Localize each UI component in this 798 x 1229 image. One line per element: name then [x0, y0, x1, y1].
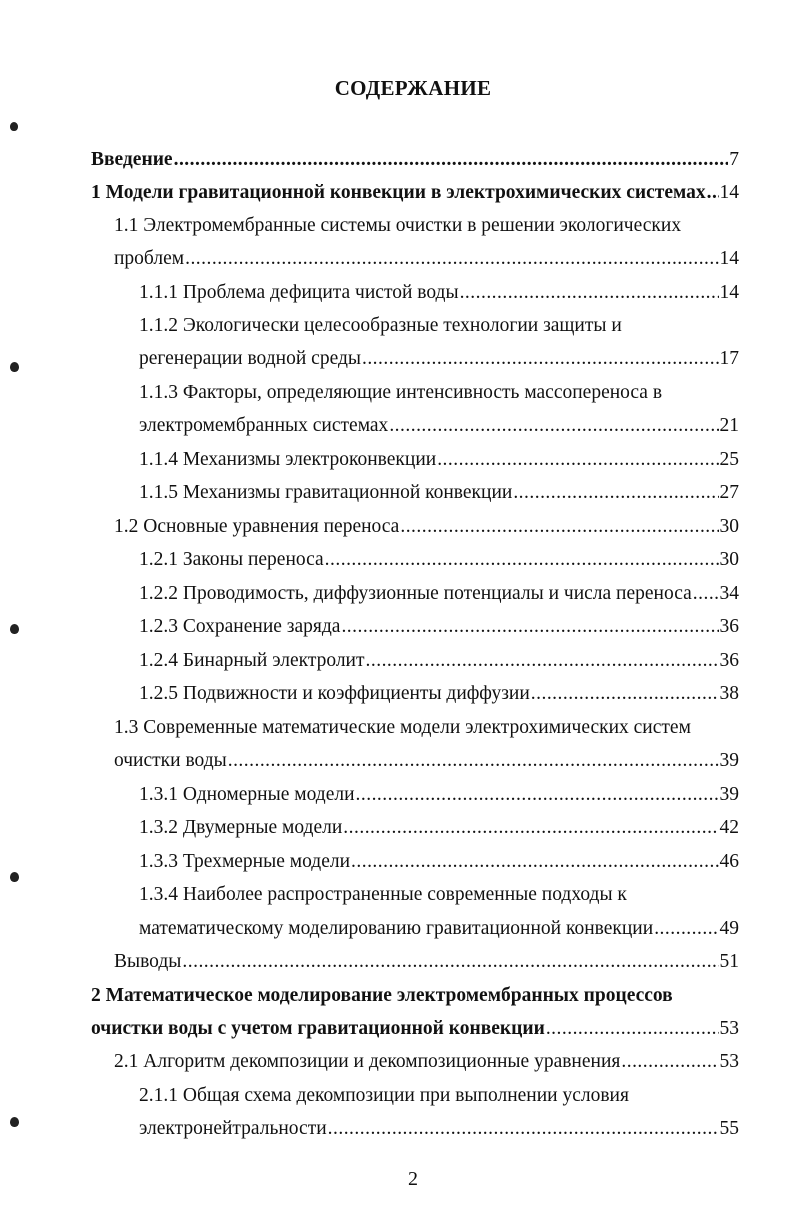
toc-entry-page: 7: [729, 149, 739, 170]
toc-entry-text: 1.1.5 Механизмы гравитационной конвекции: [139, 482, 513, 503]
binding-hole-mark: [10, 624, 19, 634]
toc-entry-1-1-4: [139, 444, 739, 476]
toc-entry-1-3-line1: [114, 712, 691, 744]
dot-leader: [693, 578, 719, 610]
dot-leader: [621, 1046, 718, 1078]
toc-entry-1-3-3: [139, 846, 739, 878]
toc-entry-introduction: [91, 144, 739, 176]
dot-leader: [400, 511, 718, 543]
toc-entry-2-1-1-line1: [139, 1080, 629, 1112]
toc-entry-text: 1.1.4 Механизмы электроконвекции: [139, 449, 437, 470]
toc-entry-page: 25: [719, 449, 739, 470]
page-number: 2: [408, 1168, 418, 1190]
toc-entry-1-1-3-line2: [139, 410, 739, 442]
toc-entry-text: 1.1.3 Факторы, определяющие интенсивность массопереноса в: [139, 382, 663, 403]
toc-entry-text: 2 Математическое моделирование электромембранных процессов: [91, 985, 673, 1006]
toc-entry-conclusions: [114, 946, 739, 978]
page-title: СОДЕРЖАНИЕ: [334, 76, 492, 100]
toc-entry-text: 1.1 Электромембранные системы очистки в решении экологических: [114, 215, 682, 236]
toc-entry-1-3-4-line1: [139, 879, 627, 911]
toc-entry-page: 30: [719, 549, 739, 570]
toc-entry-page: 39: [719, 750, 739, 771]
toc-entry-page: 39: [719, 784, 739, 805]
toc-entry-page: 36: [719, 650, 739, 671]
toc-entry-page: 21: [719, 415, 739, 436]
toc-entry-text: 1.2.3 Сохранение заряда: [139, 616, 341, 637]
dot-leader: [437, 444, 718, 476]
dot-leader: [228, 745, 719, 777]
toc-entry-text: 1.3.3 Трехмерные модели: [139, 851, 351, 872]
toc-entry-text: 1.1.2 Экологически целесообразные технологии защиты и: [139, 315, 622, 336]
dot-leader: [654, 913, 718, 945]
toc-entry-text: Выводы: [114, 951, 182, 972]
toc-entry-text: регенерации водной среды: [139, 348, 361, 369]
toc-entry-2-1-1-line2: [139, 1113, 739, 1145]
toc-entry-1-1-line2: [114, 243, 739, 275]
dot-leader: [185, 243, 718, 275]
dot-leader: [182, 946, 718, 978]
toc-entry-page: 30: [719, 516, 739, 537]
toc-entry-text: 2.1 Алгоритм декомпозиции и декомпозиционные уравнения: [114, 1051, 621, 1072]
dot-leader: [351, 846, 718, 878]
toc-entry-text: Введение: [91, 149, 173, 170]
dot-leader: [362, 343, 719, 375]
dot-leader: [389, 410, 718, 442]
toc-entry-text: 1.3.2 Двумерные модели: [139, 817, 343, 838]
toc-entry-chapter-2-line1: [91, 980, 673, 1012]
toc-entry-1-1-3-line1: [139, 377, 662, 409]
toc-entry-1-3-1: [139, 779, 739, 811]
toc-entry-page: 55: [719, 1118, 739, 1139]
toc-entry-1-3-2: [139, 812, 739, 844]
toc-entry-text: 1.2.4 Бинарный электролит: [139, 650, 365, 671]
toc-entry-text: очистки воды: [114, 750, 227, 771]
toc-entry-page: 42: [719, 817, 739, 838]
toc-entry-text: 1.2.5 Подвижности и коэффициенты диффузии: [139, 683, 530, 704]
dot-leader: [328, 1113, 719, 1145]
toc-entry-text: 1.2.2 Проводимость, диффузионные потенциалы и числа переноса: [139, 583, 692, 604]
dot-leader: [707, 177, 719, 209]
dot-leader: [460, 277, 719, 309]
dot-leader: [366, 645, 719, 677]
dot-leader: [531, 678, 719, 710]
toc-entry-page: 53: [719, 1018, 739, 1039]
toc-entry-page: 14: [719, 182, 739, 203]
binding-hole-mark: [10, 122, 18, 131]
dot-leader: [546, 1013, 719, 1045]
toc-entry-text: 1.2.1 Законы переноса: [139, 549, 324, 570]
toc-entry-text: 1.3.4 Наиболее распространенные современные подходы к: [139, 884, 627, 905]
toc-entry-text: очистки воды с учетом гравитационной конвекции: [91, 1018, 545, 1039]
toc-entry-1-1-2-line1: [139, 310, 622, 342]
toc-entry-1-2-3: [139, 611, 739, 643]
dot-leader: [325, 544, 719, 576]
dot-leader: [343, 812, 718, 844]
toc-entry-1-2-2: [139, 578, 739, 610]
toc-entry-1-2-1: [139, 544, 739, 576]
toc-entry-2-1: [114, 1046, 739, 1078]
toc-entry-text: 2.1.1 Общая схема декомпозиции при выполнении условия: [139, 1085, 629, 1106]
toc-entry-1-2-5: [139, 678, 739, 710]
toc-entry-1-3-4-line2: [139, 913, 739, 945]
toc-entry-chapter-1: [91, 177, 739, 209]
binding-hole-mark: [10, 362, 19, 372]
toc-entry-page: 53: [719, 1051, 739, 1072]
toc-entry-text: электронейтральности: [139, 1118, 327, 1139]
toc-entry-1-2-4: [139, 645, 739, 677]
toc-entry-text: 1.2 Основные уравнения переноса: [114, 516, 400, 537]
binding-hole-mark: [10, 872, 19, 882]
dot-leader: [513, 477, 718, 509]
toc-entry-text: 1 Модели гравитационной конвекции в электрохимических системах: [91, 182, 706, 203]
toc-entry-page: 36: [719, 616, 739, 637]
toc-entry-text: 1.3 Современные математические модели электрохимических систем: [114, 717, 691, 738]
toc-entry-page: 38: [719, 683, 739, 704]
dot-leader: [174, 144, 729, 176]
toc-entry-page: 14: [719, 248, 739, 269]
toc-entry-page: 14: [719, 282, 739, 303]
toc-entry-text: проблем: [114, 248, 185, 269]
toc-entry-text: 1.1.1 Проблема дефицита чистой воды: [139, 282, 459, 303]
dot-leader: [341, 611, 718, 643]
toc-entry-1-3-line2: [114, 745, 739, 777]
toc-entry-page: 51: [719, 951, 739, 972]
toc-entry-page: 46: [719, 851, 739, 872]
binding-hole-mark: [10, 1117, 19, 1127]
toc-entry-1-2: [114, 511, 739, 543]
toc-entry-chapter-2-line2: [91, 1013, 739, 1045]
toc-entry-page: 17: [719, 348, 739, 369]
toc-entry-1-1-2-line2: [139, 343, 739, 375]
toc-entry-page: 34: [719, 583, 739, 604]
toc-entry-page: 49: [719, 918, 739, 939]
toc-entry-text: электромембранных системах: [139, 415, 389, 436]
toc-entry-text: 1.3.1 Одномерные модели: [139, 784, 355, 805]
toc-entry-1-1-line1: [114, 210, 681, 242]
toc-entry-text: математическому моделированию гравитационной конвекции: [139, 918, 654, 939]
toc-entry-1-1-5: [139, 477, 739, 509]
toc-entry-page: 27: [719, 482, 739, 503]
toc-entry-1-1-1: [139, 277, 739, 309]
dot-leader: [356, 779, 719, 811]
